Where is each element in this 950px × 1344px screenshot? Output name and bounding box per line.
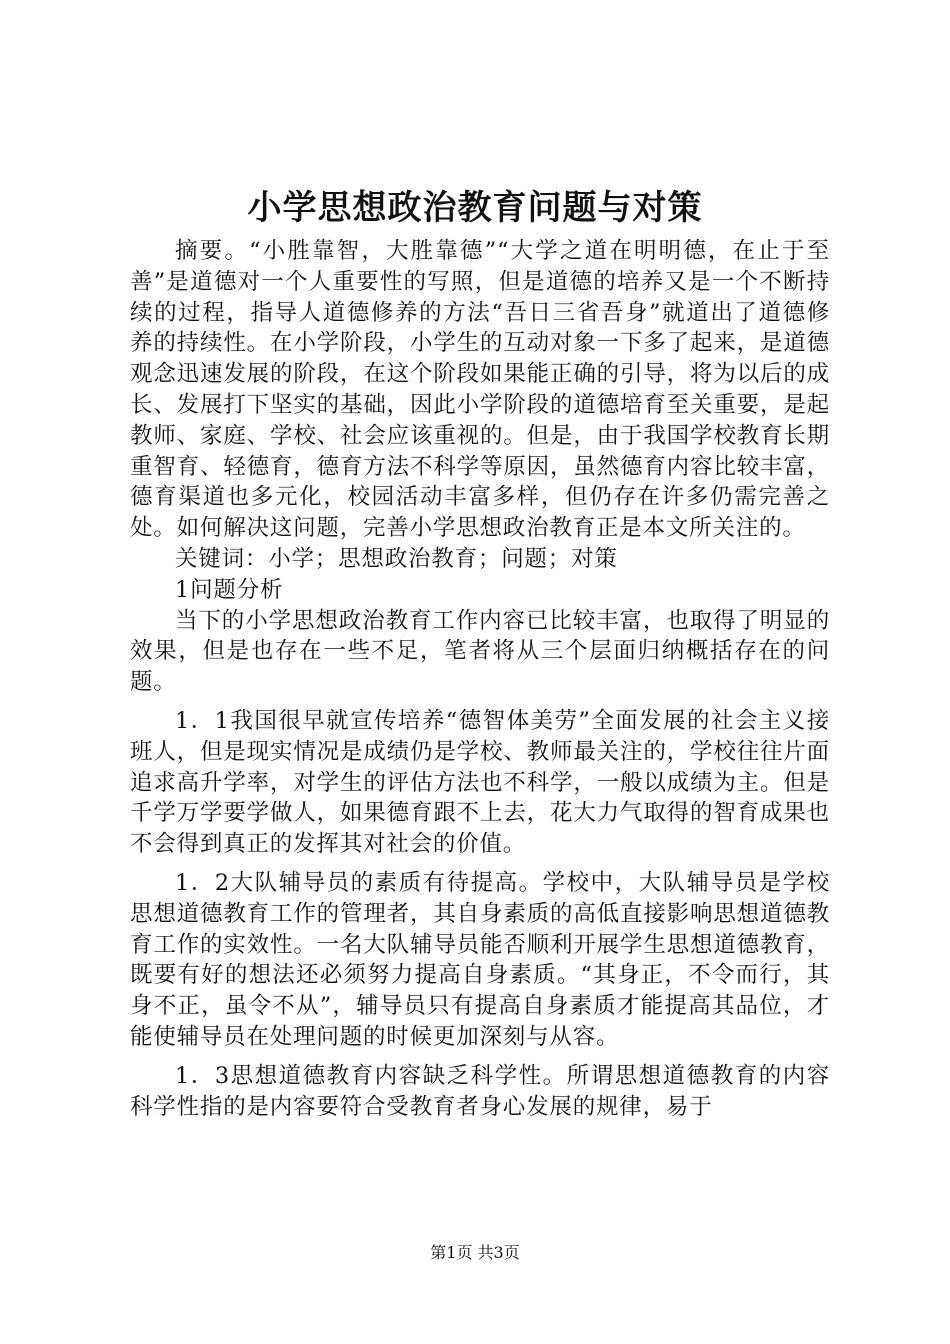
abstract-paragraph: 摘要。“小胜靠智，大胜靠德”“大学之道在明明德，在止于至善”是道德对一个人重要性的写照，但是道德的培养又是一个不断持续的过程，指导人道德修养的方法“吾日三省吾身”就道出了道德修养的持续性。在小学阶段，小学生的互动对象一下多了起来，是道德观念迅速发展的阶段，在这个阶段如果能正确的引导，将为以后的成长、发展打下坚实的基础，因此小学阶段的道德培育至关重要，是起教师、家庭、学校、社会应该重视的。但是，由于我国学校教育长期重智育、轻德育，德育方法不科学等原因，虽然德育内容比较丰富，德育渠道也多元化，校园活动丰富多样，但仍存在许多仍需完善之处。如何解决这问题，完善小学思想政治教育正是本文所关注的。 xyxy=(130,238,830,542)
body-paragraph: 1．3思想道德教育内容缺乏科学性。所谓思想道德教育的内容科学性指的是内容要符合受教育者身心发展的规律，易于 xyxy=(130,1062,830,1120)
document-body xyxy=(130,236,830,1130)
body-paragraph: 1．1我国很早就宣传培养“德智体美劳”全面发展的社会主义接班人，但是现实情况是成绩仍是学校、教师最关注的，学校往往片面追求高升学率，对学生的评估方法也不科学，一般以成绩为主。但是千学万学要学做人，如果德育跟不上去，花大力气取得的智育成果也不会得到真正的发挥其对社会的价值。 xyxy=(130,707,830,858)
keywords-paragraph: 关键词：小学；思想政治教育；问题；对策 xyxy=(175,545,618,572)
body-paragraph: 1．2大队辅导员的素质有待提高。学校中，大队辅导员是学校思想道德教育工作的管理者，其自身素质的高低直接影响思想道德教育工作的实效性。一名大队辅导员能否顺利开展学生思想道德教育，既要有好的想法还必须努力提高自身素质。“其身正，不令而行，其身不正，虽令不从”，辅导员只有提高自身素质才能提高其品位，才能使辅导员在处理问题的时候更加深刻与从容。 xyxy=(130,869,830,1050)
body-paragraph: 当下的小学思想政治教育工作内容已比较丰富，也取得了明显的效果，但是也存在一些不足，笔者将从三个层面归纳概括存在的问题。 xyxy=(130,607,830,696)
page-footer: 第1页 共3页 xyxy=(430,1243,520,1262)
page-title: 小学思想政治教育问题与对策 xyxy=(247,188,703,228)
section-heading: 1问题分析 xyxy=(175,576,284,603)
